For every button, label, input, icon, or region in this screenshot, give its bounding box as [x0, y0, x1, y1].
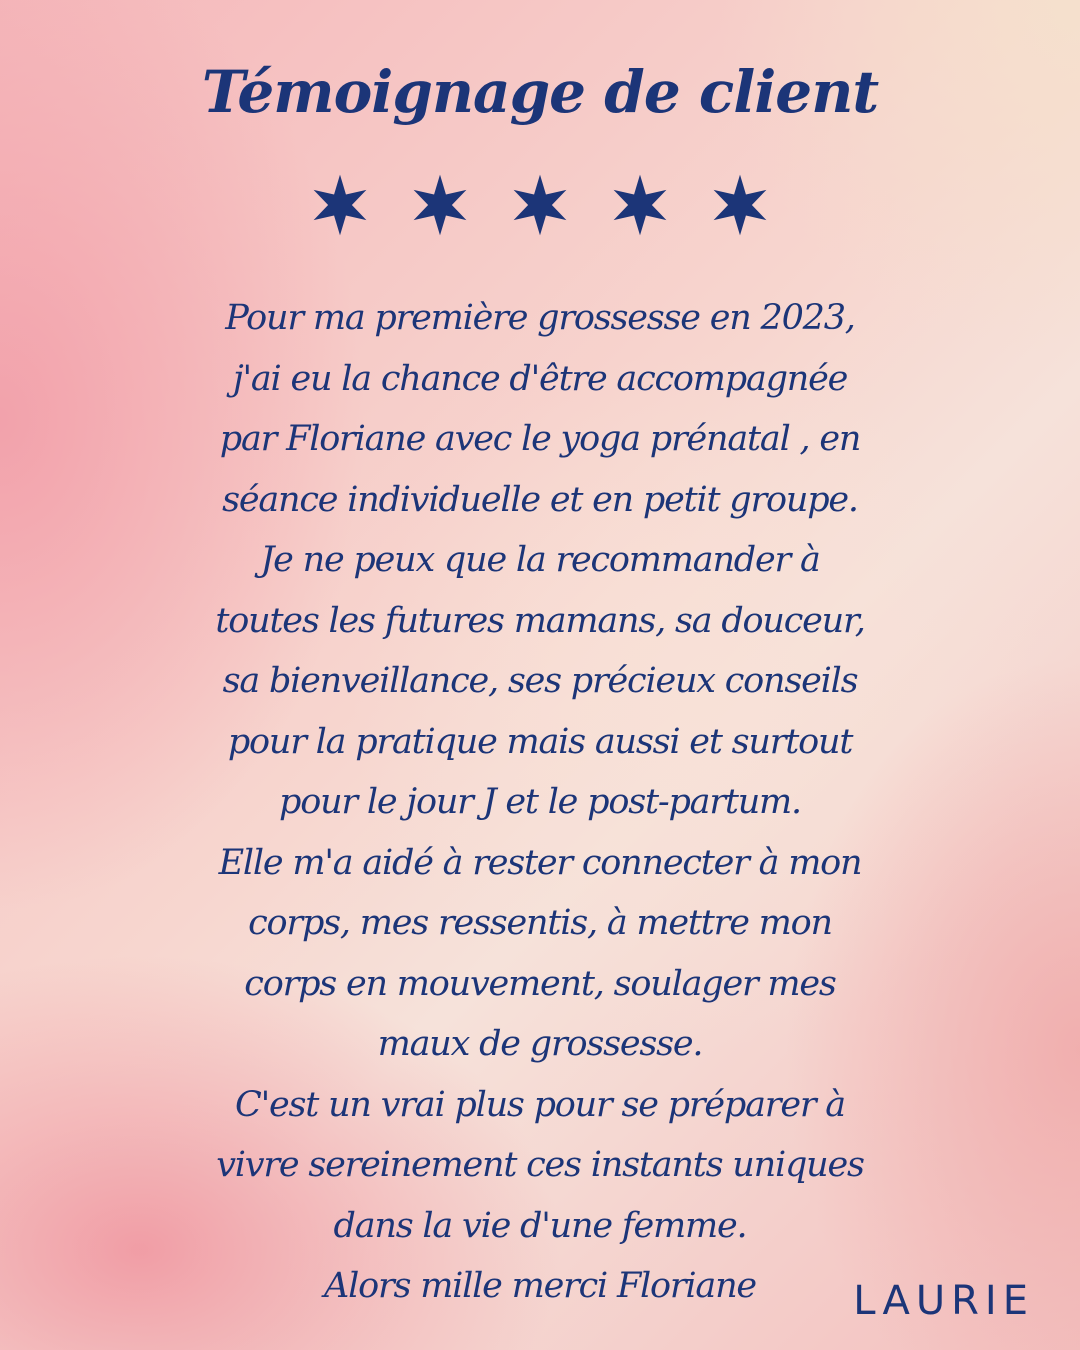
page-title: Témoignage de client — [201, 58, 879, 126]
star-icon — [307, 172, 373, 238]
testimonial-line: pour le jour J et le post-partum. — [279, 782, 801, 822]
testimonial-line: maux de grossesse. — [377, 1024, 703, 1064]
testimonial-line: C'est un vrai plus pour se préparer à — [235, 1084, 845, 1125]
testimonial-line: toutes les futures mamans, sa douceur, — [215, 600, 865, 641]
testimonial-line: j'ai eu la chance d'être accompagnée — [232, 358, 848, 399]
star-icon — [707, 172, 773, 238]
testimonial-line: sa bienveillance, ses précieux conseils — [222, 661, 858, 701]
testimonial-text — [140, 288, 940, 1317]
star-icon — [407, 172, 473, 238]
testimonial-line: Je ne peux que la recommander à — [260, 540, 820, 580]
testimonial-line: vivre sereinement ces instants uniques — [216, 1145, 864, 1185]
testimonial-line: par Floriane avec le yoga prénatal , en — [219, 419, 861, 459]
testimonial-line: corps en mouvement, soulager mes — [244, 963, 836, 1004]
author-signature: LAURIE — [853, 1278, 1034, 1324]
testimonial-line: dans la vie d'une femme. — [333, 1205, 747, 1246]
testimonial-line: Alors mille merci Floriane — [324, 1266, 756, 1306]
testimonial-line: séance individuelle et en petit groupe. — [222, 479, 858, 520]
testimonial-line: pour la pratique mais aussi et surtout — [227, 721, 853, 762]
rating-stars — [0, 172, 1080, 238]
testimonial-line: corps, mes ressentis, à mettre mon — [248, 903, 832, 943]
star-icon — [507, 172, 573, 238]
testimonial-line: Elle m'a aidé à rester connecter à mon — [218, 842, 862, 883]
testimonial-line: Pour ma première grossesse en 2023, — [225, 298, 855, 338]
star-icon — [607, 172, 673, 238]
